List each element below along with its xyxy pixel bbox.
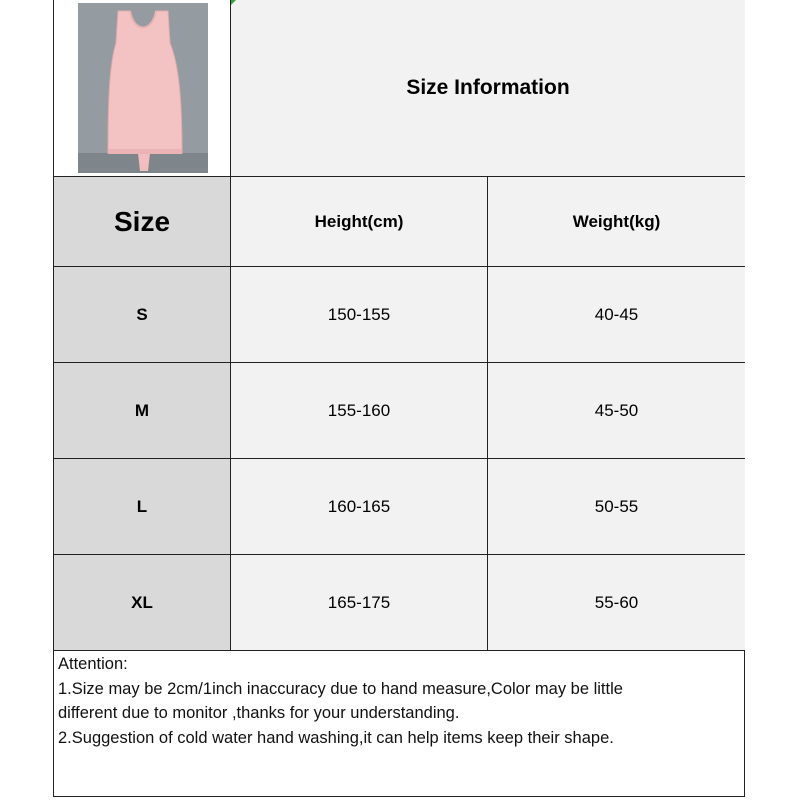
weight-value: 50-55 bbox=[594, 496, 639, 516]
divider bbox=[487, 176, 488, 650]
title-cell bbox=[231, 0, 745, 176]
header-height bbox=[231, 177, 487, 266]
header-height-label: Height(cm) bbox=[314, 211, 404, 231]
divider bbox=[54, 554, 744, 555]
divider bbox=[54, 458, 744, 459]
table-cell-height bbox=[231, 267, 487, 362]
table-cell-weight bbox=[488, 267, 745, 362]
size-label: L bbox=[136, 496, 148, 516]
table-cell-weight bbox=[488, 459, 745, 554]
height-value: 165-175 bbox=[327, 592, 391, 612]
weight-value: 45-50 bbox=[594, 400, 639, 420]
page-title: Size Information bbox=[406, 76, 570, 99]
attention-notes bbox=[58, 652, 742, 750]
note-line: 2.Suggestion of cold water hand washing,it can help items keep their shape. bbox=[58, 728, 614, 747]
divider bbox=[54, 650, 744, 651]
header-weight-label: Weight(kg) bbox=[572, 211, 661, 231]
note-line: 1.Size may be 2cm/1inch inaccuracy due to hand measure,Color may be little bbox=[58, 679, 623, 698]
weight-value: 40-45 bbox=[594, 304, 639, 324]
divider bbox=[54, 176, 744, 177]
divider bbox=[230, 0, 231, 650]
table-cell-weight bbox=[488, 363, 745, 458]
table-cell-height bbox=[231, 459, 487, 554]
height-value: 155-160 bbox=[327, 400, 391, 420]
size-label: M bbox=[134, 400, 150, 420]
table-row-size bbox=[54, 555, 230, 650]
weight-value: 55-60 bbox=[594, 592, 639, 612]
note-line: different due to monitor ,thanks for your understanding. bbox=[58, 704, 460, 722]
table-row-size bbox=[54, 267, 230, 362]
product-photo-cell bbox=[54, 0, 230, 176]
size-label: XL bbox=[131, 592, 153, 612]
table-row-size bbox=[54, 459, 230, 554]
height-value: 160-165 bbox=[327, 496, 391, 516]
divider bbox=[54, 362, 744, 363]
size-label: S bbox=[136, 304, 148, 324]
size-chart bbox=[53, 0, 745, 797]
table-row-size bbox=[54, 363, 230, 458]
height-value: 150-155 bbox=[327, 304, 391, 324]
divider bbox=[54, 266, 744, 267]
notes-heading: Attention: bbox=[58, 655, 128, 673]
header-weight bbox=[488, 177, 745, 266]
table-cell-weight bbox=[488, 555, 745, 650]
header-size-label: Size bbox=[113, 205, 171, 237]
pink-tank-top-photo-icon bbox=[78, 3, 208, 173]
table-cell-height bbox=[231, 555, 487, 650]
table-cell-height bbox=[231, 363, 487, 458]
header-size bbox=[54, 177, 230, 266]
